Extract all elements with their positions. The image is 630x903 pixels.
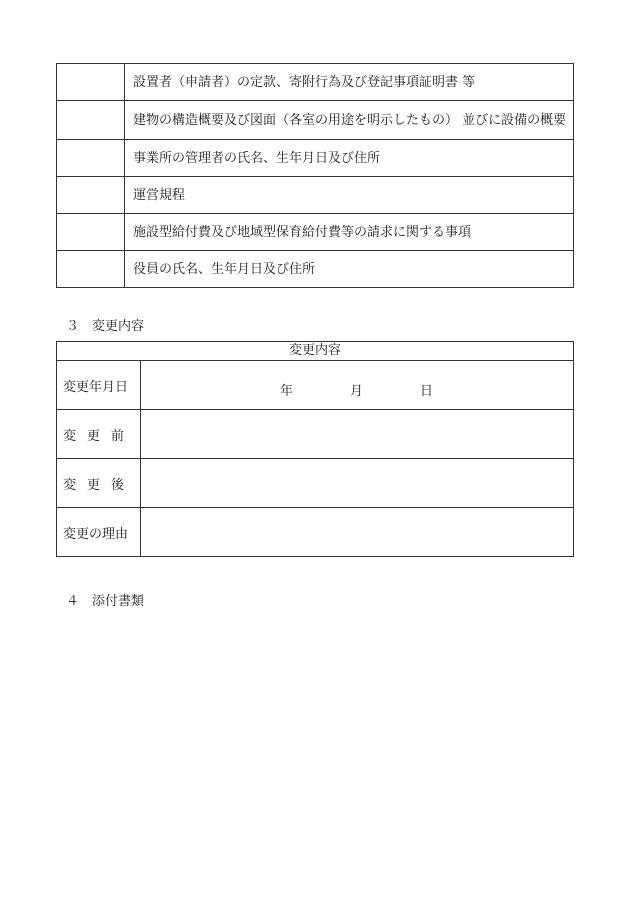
check-cell[interactable] <box>57 101 125 140</box>
item-text: 運営規程 <box>125 177 574 214</box>
reason-field[interactable] <box>141 508 574 557</box>
day-label: 日 <box>420 384 434 399</box>
year-label: 年 <box>280 384 294 399</box>
item-text: 施設型給付費及び地域型保育給付費等の請求に関する事項 <box>125 214 574 251</box>
check-cell[interactable] <box>57 214 125 251</box>
section-4-title: ４ 添付書類 <box>66 594 145 609</box>
table-row <box>57 101 574 140</box>
change-date-field[interactable] <box>141 361 574 410</box>
item-text: 事業所の管理者の氏名、生年月日及び住所 <box>125 140 574 177</box>
month-label: 月 <box>350 384 364 399</box>
table-row <box>57 459 574 508</box>
table-row <box>57 410 574 459</box>
table-row <box>57 251 574 288</box>
item-text: 役員の氏名、生年月日及び住所 <box>125 251 574 288</box>
before-label: 変更前 <box>57 410 141 459</box>
table-row <box>57 214 574 251</box>
table-row <box>57 361 574 410</box>
table-header: 変更内容 <box>57 342 574 361</box>
document-items-table <box>56 63 574 288</box>
table-row <box>57 177 574 214</box>
item-text: 設置者（申請者）の定款、寄附行為及び登記事項証明書 等 <box>125 64 574 101</box>
check-cell[interactable] <box>57 177 125 214</box>
table-header-row <box>57 342 574 361</box>
table-row <box>57 64 574 101</box>
change-details-table <box>56 341 574 557</box>
section-3-title: ３ 変更内容 <box>66 319 145 334</box>
check-cell[interactable] <box>57 64 125 101</box>
after-field[interactable] <box>141 459 574 508</box>
table-row <box>57 140 574 177</box>
change-date-label: 変更年月日 <box>57 361 141 410</box>
item-text: 建物の構造概要及び図面（各室の用途を明示したもの） 並びに設備の概要 <box>125 101 574 140</box>
table-row <box>57 508 574 557</box>
check-cell[interactable] <box>57 251 125 288</box>
after-label: 変更後 <box>57 459 141 508</box>
before-field[interactable] <box>141 410 574 459</box>
check-cell[interactable] <box>57 140 125 177</box>
reason-label: 変更の理由 <box>57 508 141 557</box>
